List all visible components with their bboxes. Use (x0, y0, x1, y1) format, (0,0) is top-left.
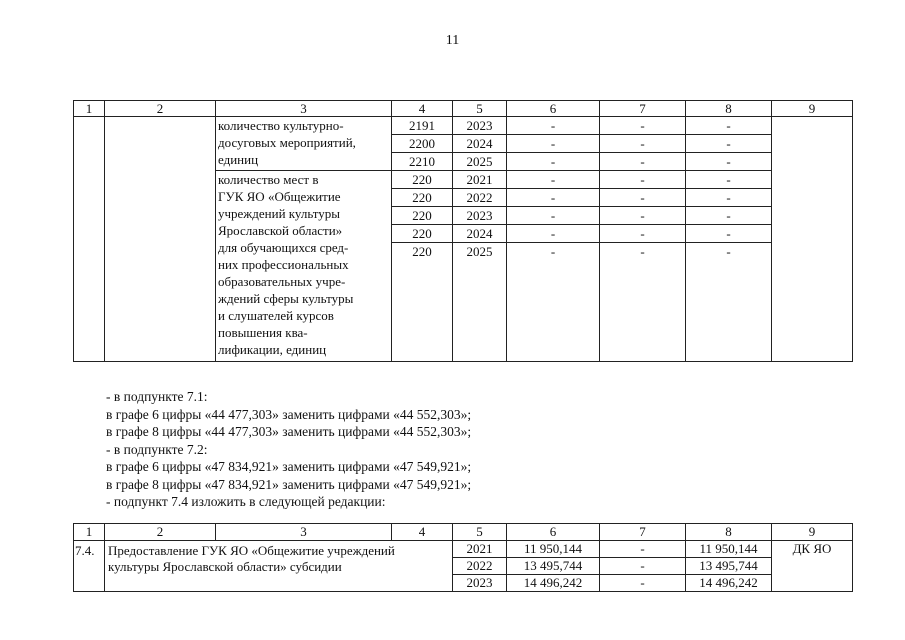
col7-cell: - (600, 225, 686, 243)
col6-cell: - (507, 207, 600, 225)
col7-cell: - (600, 207, 686, 225)
col7-cell: - (600, 243, 686, 362)
year-cell: 2023 (453, 117, 507, 135)
col6-cell: - (507, 153, 600, 171)
header-cell: 7 (600, 524, 686, 541)
label-line: Ярославской области» (218, 223, 343, 238)
col8-cell: 14 496,242 (686, 575, 772, 592)
year-cell: 2022 (453, 189, 507, 207)
label-line: количество культурно- (218, 118, 344, 133)
subsidy-table (73, 523, 853, 592)
year-cell: 2023 (453, 207, 507, 225)
col6-cell: 14 496,242 (507, 575, 600, 592)
col8-cell: 11 950,144 (686, 541, 772, 558)
item-text (105, 541, 453, 592)
col8-cell: - (686, 207, 772, 225)
header-cell: 6 (507, 524, 600, 541)
label-line: количество мест в (218, 172, 319, 187)
col6-cell: - (507, 117, 600, 135)
value-cell: 2210 (392, 153, 453, 171)
label-line: досуговых мероприятий, (218, 135, 356, 150)
col8-cell: - (686, 117, 772, 135)
header-cell: 7 (600, 101, 686, 117)
label-line: образовательных учре- (218, 274, 346, 289)
value-cell: 220 (392, 171, 453, 189)
year-cell: 2023 (453, 575, 507, 592)
label-line: ГУК ЯО «Общежитие (218, 189, 341, 204)
label-line: для обучающихся сред- (218, 240, 349, 255)
col7-cell: - (600, 135, 686, 153)
col8-cell: - (686, 171, 772, 189)
col6-cell: 11 950,144 (507, 541, 600, 558)
header-cell: 9 (772, 524, 853, 541)
year-cell: 2021 (453, 541, 507, 558)
header-cell: 5 (453, 101, 507, 117)
header-cell: 6 (507, 101, 600, 117)
indicator-label (216, 117, 392, 171)
year-cell: 2024 (453, 225, 507, 243)
page-number: 11 (445, 33, 460, 48)
instruction-line: в графе 6 цифры «44 477,303» заменить цифрами «44 552,303»; (106, 406, 472, 422)
empty-cell (74, 117, 105, 362)
col6-cell: - (507, 225, 600, 243)
year-cell: 2025 (453, 243, 507, 362)
value-cell: 220 (392, 207, 453, 225)
col6-cell: 13 495,744 (507, 558, 600, 575)
year-cell: 2022 (453, 558, 507, 575)
value-cell: 220 (392, 189, 453, 207)
amendment-instructions (106, 388, 471, 511)
col6-cell: - (507, 135, 600, 153)
col7-cell: - (600, 558, 686, 575)
header-cell: 5 (453, 524, 507, 541)
header-cell: 3 (216, 524, 392, 541)
header-cell: 1 (74, 101, 105, 117)
instruction-line: - в подпункте 7.2: (106, 441, 208, 457)
col8-cell: - (686, 225, 772, 243)
value-cell: 220 (392, 243, 453, 362)
label-line: учреждений культуры (218, 206, 341, 221)
label-line: и слушателей курсов (218, 308, 334, 323)
value-cell: 2191 (392, 117, 453, 135)
col6-cell: - (507, 171, 600, 189)
header-cell: 8 (686, 524, 772, 541)
col8-cell: - (686, 189, 772, 207)
col6-cell: - (507, 189, 600, 207)
indicators-table (73, 100, 853, 362)
col7-cell: - (600, 541, 686, 558)
empty-cell (105, 117, 216, 362)
year-cell: 2024 (453, 135, 507, 153)
label-line: повышения ква- (218, 325, 308, 340)
table-row (74, 117, 853, 135)
header-cell: 4 (392, 101, 453, 117)
instruction-line: - подпункт 7.4 изложить в следующей редакции: (106, 494, 386, 509)
empty-cell (772, 117, 853, 362)
indicator-label (216, 171, 392, 362)
label-line: единиц (218, 152, 259, 167)
header-cell: 2 (105, 524, 216, 541)
instruction-line: в графе 8 цифры «44 477,303» заменить цифрами «44 552,303»; (106, 424, 472, 439)
header-cell: 3 (216, 101, 392, 117)
header-cell: 8 (686, 101, 772, 117)
value-cell: 220 (392, 225, 453, 243)
col8-cell: - (686, 153, 772, 171)
table-header-row (74, 101, 853, 117)
col7-cell: - (600, 189, 686, 207)
col8-cell: - (686, 243, 772, 362)
value-cell: 2200 (392, 135, 453, 153)
year-cell: 2025 (453, 153, 507, 171)
table-row (74, 541, 853, 558)
col6-cell: - (507, 243, 600, 362)
label-line: лификации, единиц (218, 342, 327, 357)
header-cell: 9 (772, 101, 853, 117)
table-header-row (74, 524, 853, 541)
label-line: них профессиональных (218, 257, 349, 272)
col7-cell: - (600, 171, 686, 189)
col7-cell: - (600, 153, 686, 171)
col8-cell: 13 495,744 (686, 558, 772, 575)
col7-cell: - (600, 575, 686, 592)
year-cell: 2021 (453, 171, 507, 189)
item-number: 7.4. (74, 541, 105, 592)
item-text-line: культуры Ярославской области» субсидии (108, 559, 342, 574)
executor-cell: ДК ЯО (772, 541, 853, 592)
instruction-line: в графе 6 цифры «47 834,921» заменить цифрами «47 549,921»; (106, 459, 472, 474)
instruction-line: в графе 8 цифры «47 834,921» заменить цифрами «47 549,921»; (106, 476, 472, 492)
col7-cell: - (600, 117, 686, 135)
label-line: ждений сферы культуры (218, 291, 354, 306)
instruction-line: - в подпункте 7.1: (106, 389, 208, 404)
header-cell: 2 (105, 101, 216, 117)
header-cell: 1 (74, 524, 105, 541)
header-cell: 4 (392, 524, 453, 541)
item-text-line: Предоставление ГУК ЯО «Общежитие учреждений (108, 543, 395, 558)
col8-cell: - (686, 135, 772, 153)
